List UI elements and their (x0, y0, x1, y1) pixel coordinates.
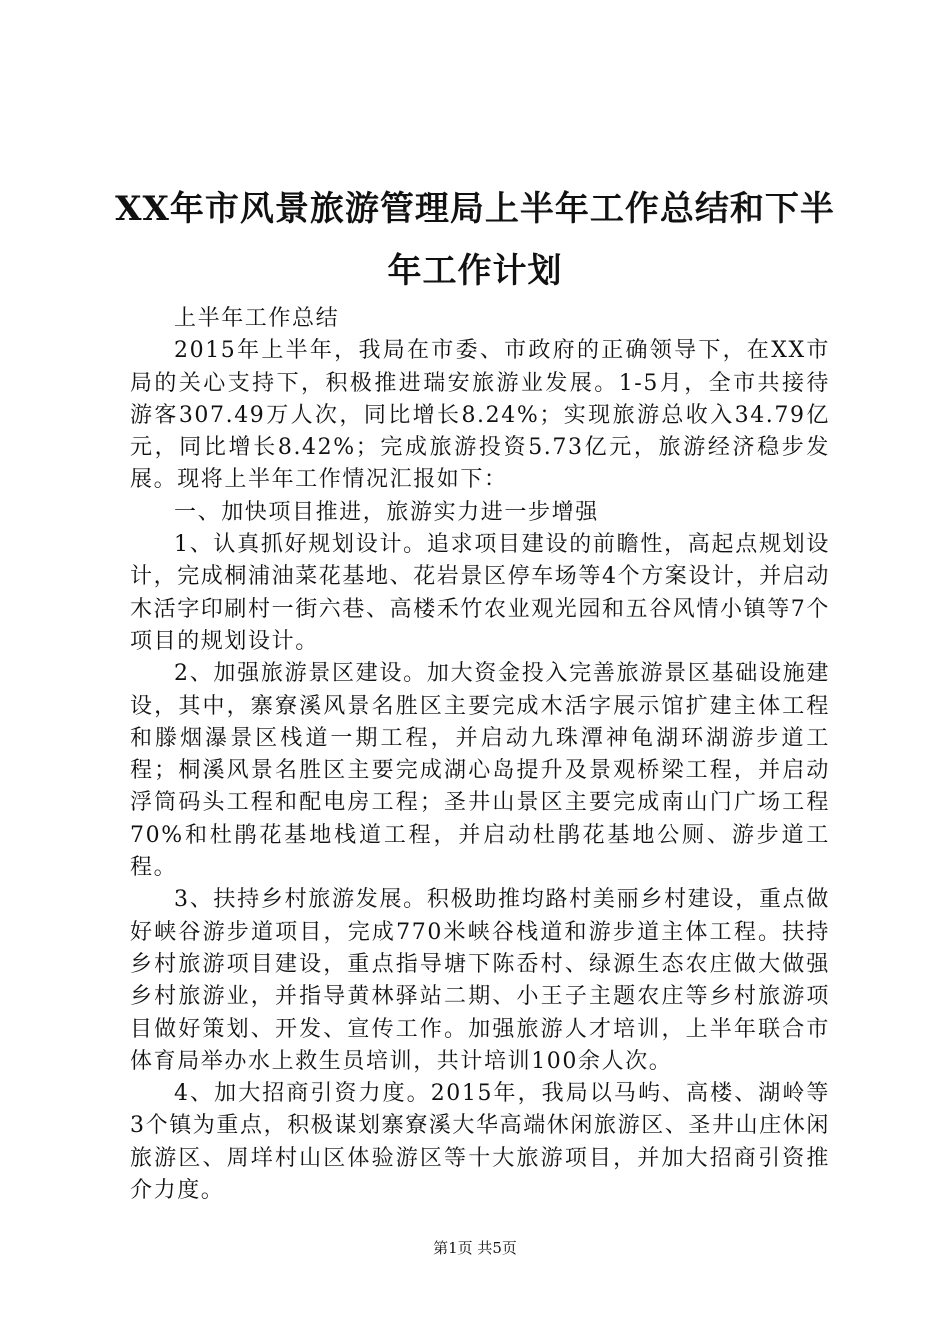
paragraph-scenic-area-construction: 2、加强旅游景区建设。加大资金投入完善旅游景区基础设施建设，其中，寨寮溪风景名胜区主要完成木活字展示馆扩建主体工程和滕烟瀑景区栈道一期工程，并启动九珠潭神龟湖环湖游步道工程；桐溪风景名胜区主要完成湖心岛提升及景观桥梁工程，并启动浮筒码头工程和配电房工程；圣井山景区主要完成南山门广场工程70%和杜鹃花基地栈道工程，并启动杜鹃花基地公厕、游步道工程。 (130, 661, 830, 881)
document-body (130, 303, 830, 1207)
section-heading-first-half-summary: 上半年工作总结 (174, 306, 340, 331)
section-heading-project-progress: 一、加快项目推进，旅游实力进一步增强 (174, 499, 599, 525)
paragraph-overview: 2015年上半年，我局在市委、市政府的正确领导下，在XX市局的关心支持下，积极推进瑞安旅游业发展。1-5月，全市共接待游客307.49万人次，同比增长8.24%；实现旅游总收入34.79亿元，同比增长8.42%；完成旅游投资5.73亿元，旅游经济稳步发展。现将上半年工作情况汇报如下： (130, 338, 830, 493)
paragraph-planning-design: 1、认真抓好规划设计。追求项目建设的前瞻性，高起点规划设计，完成桐浦油菜花基地、花岩景区停车场等4个方案设计，并启动木活字印刷村一街六巷、高楼禾竹农业观光园和五谷风情小镇等7个项目的规划设计。 (130, 532, 830, 654)
paragraph-investment-attraction: 4、加大招商引资力度。2015年，我局以马屿、高楼、湖岭等3个镇为重点，积极谋划寨寮溪大华高端休闲旅游区、圣井山庄休闲旅游区、周垟村山区体验游区等十大旅游项目，并加大招商引资推介力度。 (130, 1081, 830, 1204)
page-footer: 第1页 共5页 (433, 1239, 517, 1257)
document-title: XX年市风景旅游管理局上半年工作总结和下半年工作计划 (115, 189, 835, 291)
paragraph-rural-tourism: 3、扶持乡村旅游发展。积极助推均路村美丽乡村建设，重点做好峡谷游步道项目，完成770米峡谷栈道和游步道主体工程。扶持乡村旅游项目建设，重点指导塘下陈岙村、绿源生态农庄做大做强乡村旅游业，并指导黄林驿站二期、小王子主题农庄等乡村旅游项目做好策划、开发、宣传工作。加强旅游人才培训，上半年联合市体育局举办水上救生员培训，共计培训100余人次。 (130, 887, 830, 1074)
